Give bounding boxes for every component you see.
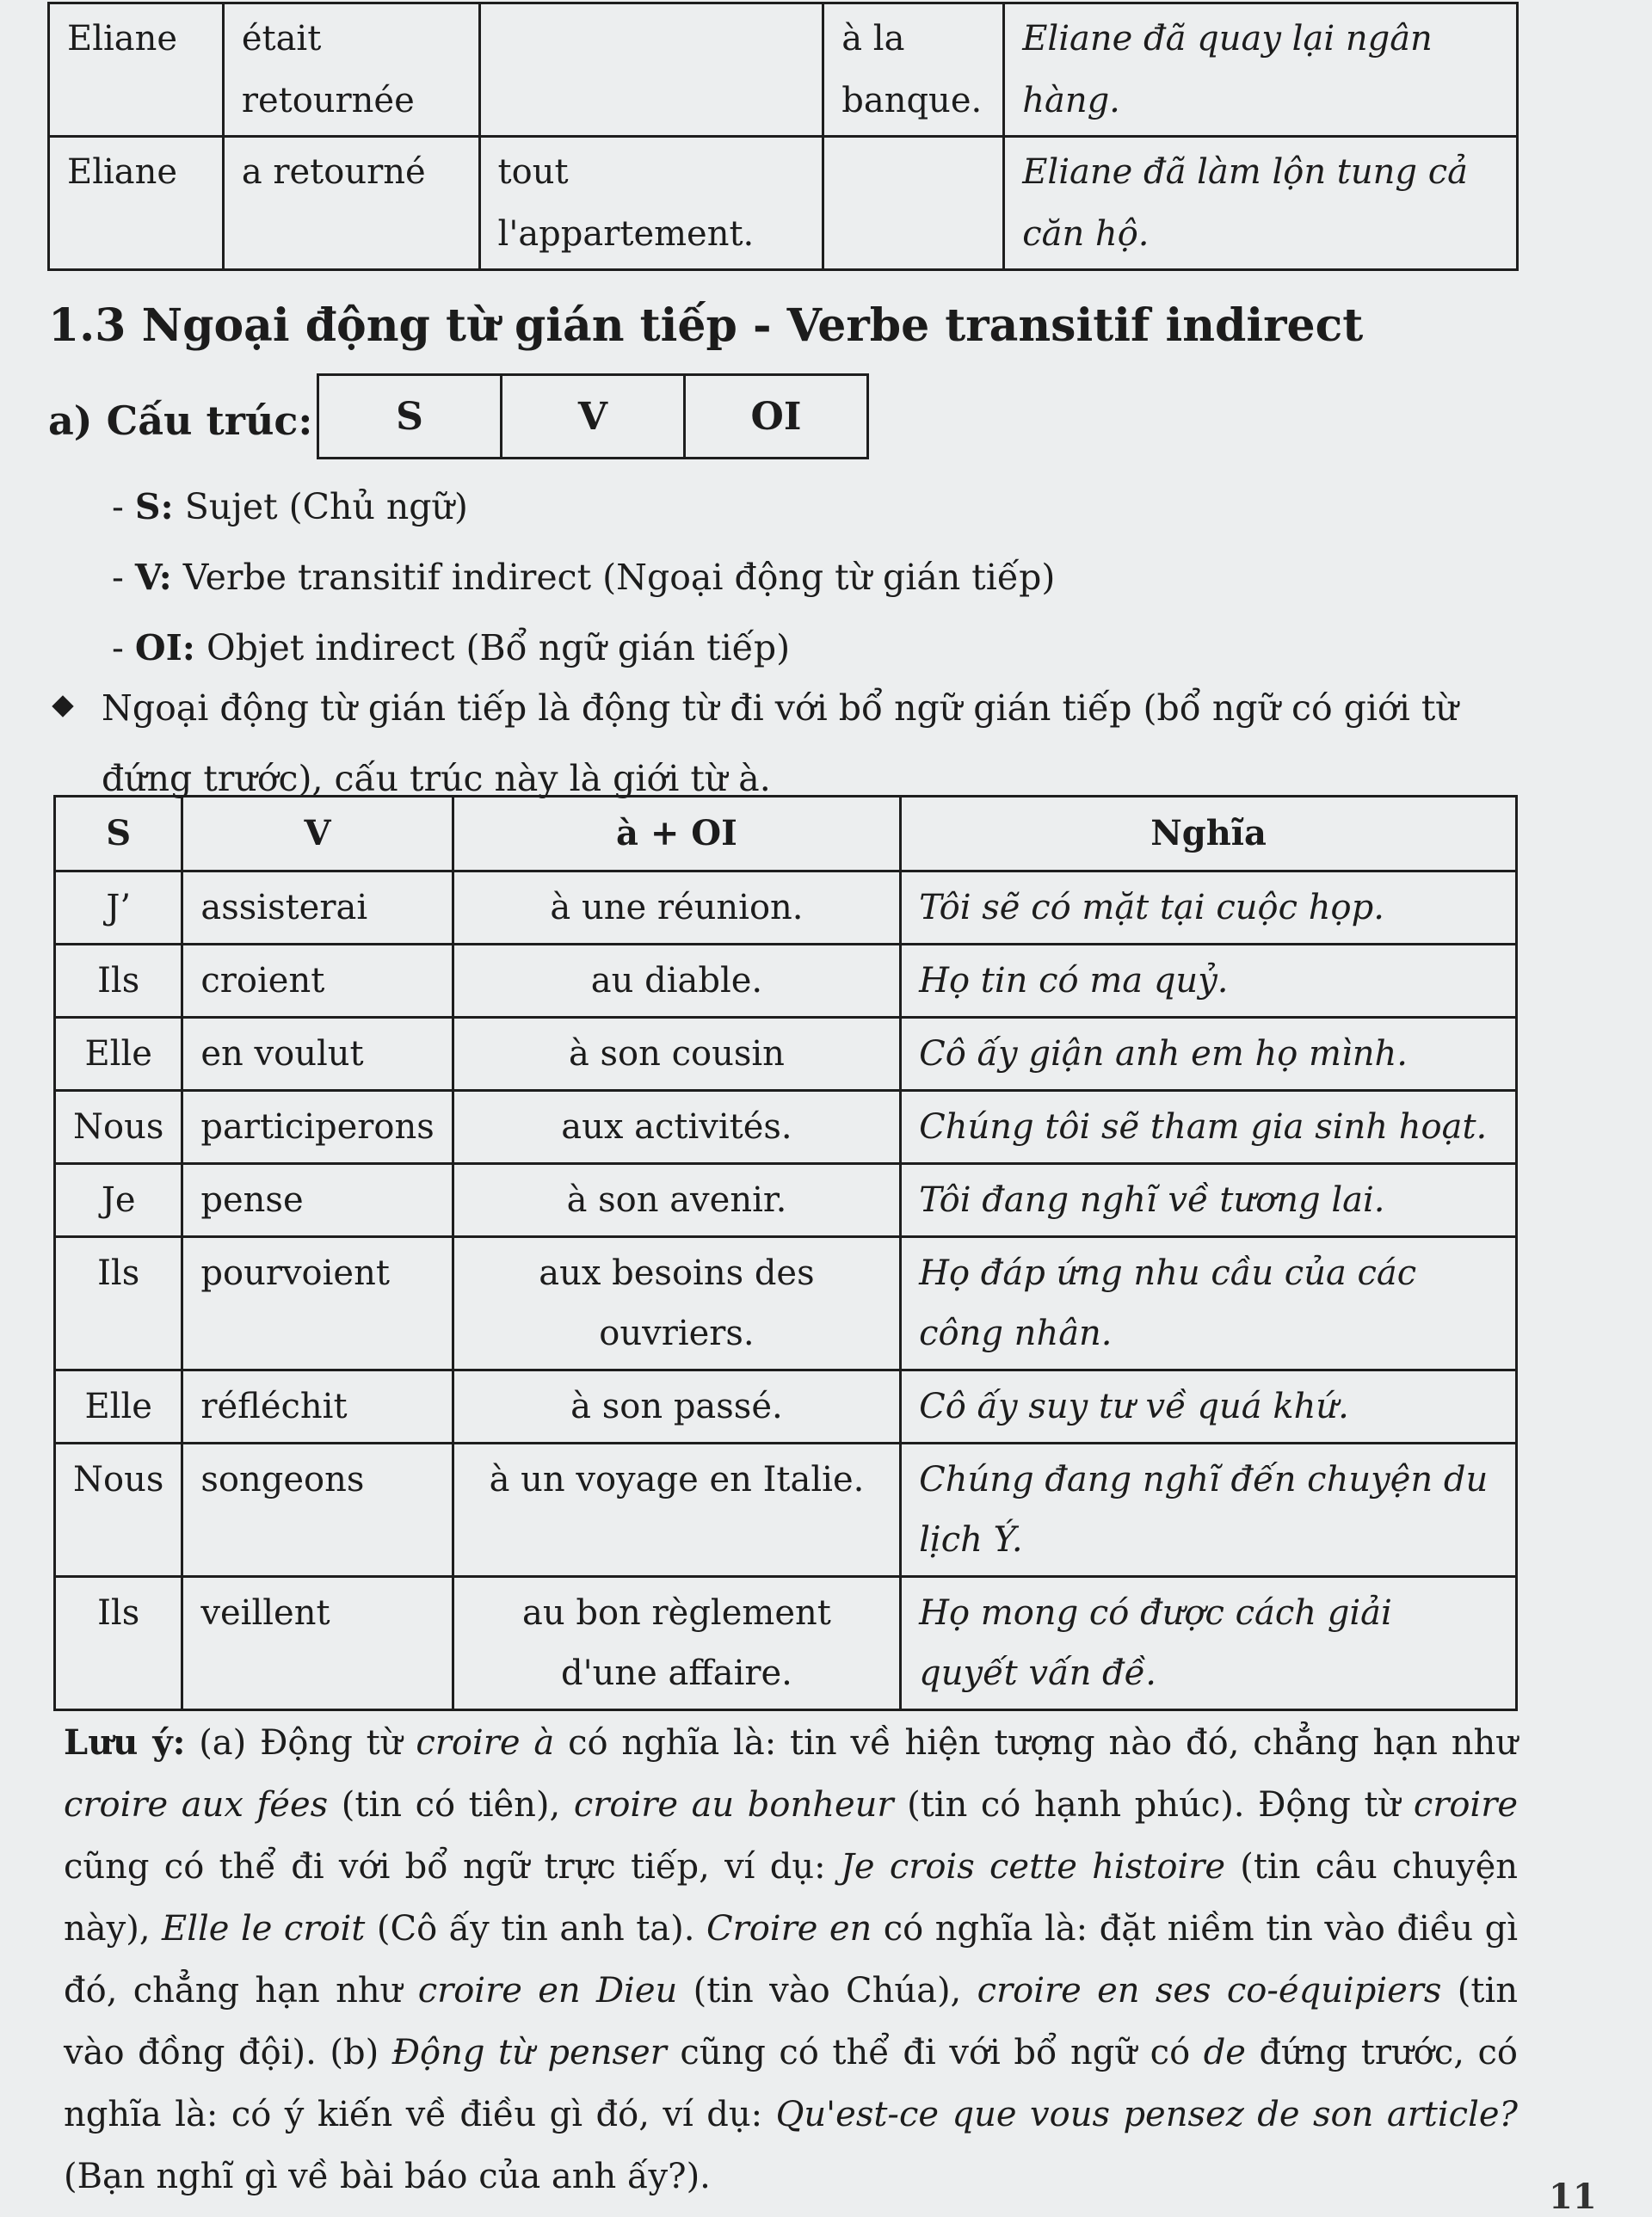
note-segment: (tin có tiên), <box>328 1785 574 1825</box>
structure-label: a) Cấu trúc: <box>48 397 313 444</box>
note-italic-segment: croire à <box>416 1723 555 1763</box>
cell-verb: songeons <box>182 1444 453 1577</box>
note-segment: đứng trước, có nghĩa là: có ý kiến về điều gì đó, ví dụ: <box>64 2033 1518 2134</box>
cell-subject: Elle <box>55 1370 182 1444</box>
structure-cell-object: OI <box>685 375 868 459</box>
cell-prep-object <box>823 137 1004 270</box>
note-segment: cũng có thể đi với bổ ngữ trực tiếp, ví dụ: <box>64 1847 841 1887</box>
cell-object <box>479 3 823 137</box>
note-italic-segment: Croire en <box>706 1909 872 1949</box>
cell-meaning: Cô ấy giận anh em họ mình. <box>901 1018 1517 1091</box>
structure-cell-subject: S <box>318 375 502 459</box>
cell-meaning: Cô ấy suy tư về quá khứ. <box>901 1370 1517 1444</box>
table-row <box>55 945 1517 1018</box>
header-meaning: Nghĩa <box>901 797 1517 871</box>
cell-meaning: Eliane đã làm lộn tung cả căn hộ. <box>1004 137 1518 270</box>
cell-verb: en voulut <box>182 1018 453 1091</box>
cell-indirect-object: à son passé. <box>453 1370 900 1444</box>
cell-indirect-object: à son cousin <box>453 1018 900 1091</box>
note-italic-segment: Qu'est-ce que vous pensez de son article? <box>775 2095 1518 2134</box>
cell-subject: Ils <box>55 945 182 1018</box>
cell-meaning: Tôi sẽ có mặt tại cuộc họp. <box>901 871 1517 945</box>
cell-indirect-object: au bon règlement d'une affaire. <box>453 1577 900 1710</box>
note-segment: (Cô ấy tin anh ta). <box>365 1909 706 1949</box>
cell-meaning: Eliane đã quay lại ngân hàng. <box>1004 3 1518 137</box>
table-row <box>49 137 1518 270</box>
cell-indirect-object: à une réunion. <box>453 871 900 945</box>
note-segment: (tin vào Chúa), <box>677 1971 977 2011</box>
note-italic-segment: Elle le croit <box>162 1909 366 1949</box>
table-header-row <box>55 797 1517 871</box>
explanation-paragraph: Ngoại động từ gián tiếp là động từ đi với bổ ngữ gián tiếp (bổ ngữ có giới từ đứng trước), cấu trúc này là giới từ à. <box>102 687 1458 799</box>
cell-subject: J’ <box>55 871 182 945</box>
cell-verb: participerons <box>182 1091 453 1164</box>
table-row <box>55 871 1517 945</box>
definition-list <box>112 471 1055 683</box>
definition-item: - V: Verbe transitif indirect (Ngoại động từ gián tiếp) <box>112 557 1056 598</box>
structure-formula <box>317 373 869 459</box>
cell-verb: était retournée <box>223 3 479 137</box>
cell-object: tout l'appartement. <box>479 137 823 270</box>
note-label: Lưu ý: <box>64 1722 186 1763</box>
table-row <box>55 1444 1517 1577</box>
note-italic-segment: croire en Dieu <box>417 1971 678 2011</box>
cell-subject: Eliane <box>49 3 224 137</box>
cell-verb: veillent <box>182 1577 453 1710</box>
note-segment: (tin có hạnh phúc). Động từ <box>893 1785 1414 1825</box>
diamond-bullet-icon <box>52 695 73 717</box>
definition-item: - OI: Objet indirect (Bổ ngữ gián tiếp) <box>112 627 791 668</box>
cell-prep-object: à la banque. <box>823 3 1004 137</box>
table-row <box>49 3 1518 137</box>
cell-indirect-object: à un voyage en Italie. <box>453 1444 900 1577</box>
cell-subject: Elle <box>55 1018 182 1091</box>
note-segment: (a) Động từ <box>185 1723 416 1763</box>
cell-meaning: Họ đáp ứng nhu cầu của các công nhân. <box>901 1237 1517 1370</box>
header-subject: S <box>55 797 182 871</box>
table-row <box>55 1370 1517 1444</box>
note-italic-segment: croire au bonheur <box>573 1785 894 1825</box>
cell-subject: Ils <box>55 1237 182 1370</box>
note-italic-segment: Je crois cette histoire <box>840 1847 1225 1887</box>
note-segment: (tin vào đồng đội). (b) <box>64 1971 1519 2072</box>
usage-note <box>64 1712 1518 2208</box>
cell-subject: Eliane <box>49 137 224 270</box>
note-italic-segment: Động từ penser <box>391 2033 667 2072</box>
note-segment: có nghĩa là: tin về hiện tượng nào đó, chẳng hạn như <box>554 1723 1518 1763</box>
cell-indirect-object: aux besoins des ouvriers. <box>453 1237 900 1370</box>
cell-subject: Je <box>55 1164 182 1237</box>
cell-indirect-object: aux activités. <box>453 1091 900 1164</box>
table-row <box>55 1018 1517 1091</box>
page-number: 11 <box>1549 2177 1597 2217</box>
cell-indirect-object: au diable. <box>453 945 900 1018</box>
cell-verb: a retourné <box>223 137 479 270</box>
table-row <box>55 1164 1517 1237</box>
table-row <box>55 1237 1517 1370</box>
note-segment: (tin câu chuyện này), <box>64 1847 1518 1949</box>
conjugation-table-continued <box>47 2 1519 271</box>
cell-indirect-object: à son avenir. <box>453 1164 900 1237</box>
cell-subject: Nous <box>55 1444 182 1577</box>
cell-meaning: Tôi đang nghĩ về tương lai. <box>901 1164 1517 1237</box>
note-text <box>64 1723 1518 2196</box>
definition-item: - S: Sujet (Chủ ngữ) <box>112 486 468 527</box>
table-row <box>55 1577 1517 1710</box>
cell-verb: pense <box>182 1164 453 1237</box>
examples-table <box>53 795 1518 1711</box>
section-heading: 1.3 Ngoại động từ gián tiếp - Verbe transitif indirect <box>48 299 1364 352</box>
note-segment: (Bạn nghĩ gì về bài báo của anh ấy?). <box>64 2157 711 2196</box>
cell-verb: pourvoient <box>182 1237 453 1370</box>
cell-meaning: Chúng tôi sẽ tham gia sinh hoạt. <box>901 1091 1517 1164</box>
header-object: à + OI <box>453 797 900 871</box>
header-verb: V <box>182 797 453 871</box>
structure-cell-verb: V <box>502 375 685 459</box>
cell-verb: réfléchit <box>182 1370 453 1444</box>
cell-verb: croient <box>182 945 453 1018</box>
note-italic-segment: de <box>1203 2033 1246 2072</box>
note-italic-segment: croire <box>1413 1785 1519 1825</box>
cell-meaning: Họ mong có được cách giải quyết vấn đề. <box>901 1577 1517 1710</box>
note-segment: có nghĩa là: đặt niềm tin vào điều gì đó, chẳng hạn như <box>64 1909 1519 2011</box>
note-italic-segment: croire en ses co-équipiers <box>977 1971 1442 2011</box>
note-italic-segment: croire aux fées <box>64 1785 329 1825</box>
cell-subject: Ils <box>55 1577 182 1710</box>
cell-verb: assisterai <box>182 871 453 945</box>
table-row <box>55 1091 1517 1164</box>
cell-meaning: Chúng đang nghĩ đến chuyện du lịch Ý. <box>901 1444 1517 1577</box>
note-segment: cũng có thể đi với bổ ngữ có <box>666 2033 1204 2072</box>
cell-meaning: Họ tin có ma quỷ. <box>901 945 1517 1018</box>
cell-subject: Nous <box>55 1091 182 1164</box>
